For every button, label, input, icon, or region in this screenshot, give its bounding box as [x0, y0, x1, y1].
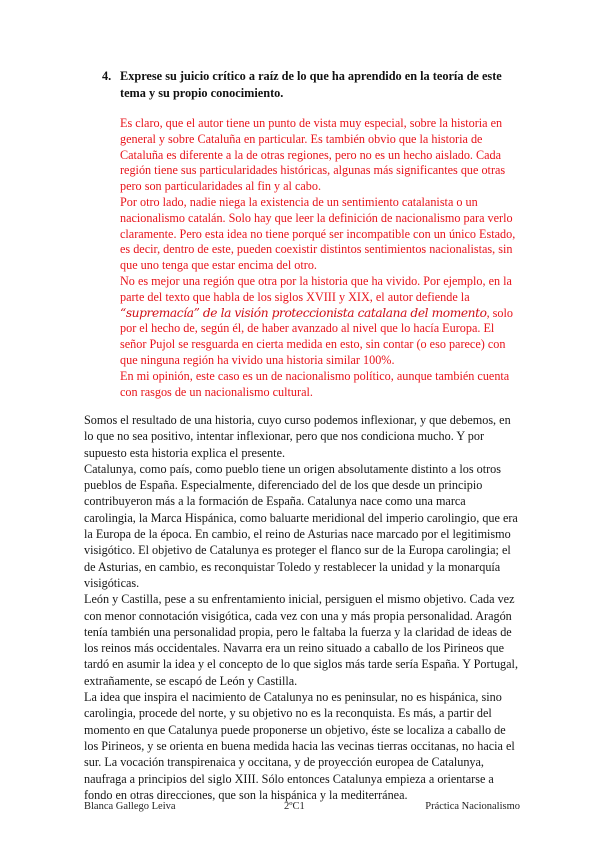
answer-paragraph-4: En mi opinión, este caso es un de nacionalismo político, aunque también cuenta con rasgos de un nacionalismo cultural. — [120, 368, 510, 399]
footer-author: Blanca Gallego Leiva — [84, 801, 176, 812]
body-paragraph-3: León y Castilla, pese a su enfrentamiento inicial, persiguen el mismo objetivo. Cada vez con menor connotación visigótica, cada vez con una y más propia personalidad. Aragón tenía también una personalidad propia, pero le faltaba la fuerza y la claridad de ideas de los reinos más occidentales. Navarra era un reino situado a caballo de los Pirineos que tardó en asumir la idea y el concepto de lo que siglos más tarde sería España. Y Portugal, extrañamente, se escapó de León y Castilla. — [84, 592, 518, 688]
body-paragraph-4: La idea que inspira el nacimiento de Catalunya no es peninsular, no es hispánica, sino carolingia, procede del norte, y su objetivo no es la reconquista. Es más, a partir del momento en que Catalunya puede proponerse un objetivo, éste se localiza a caballo de los Pirineos, y se orienta en buena medida hacia las vecinas tierras occitanas, no hacia el sur. La vocación transpirenaica y occitana, y de proyección europea de Catalunya, naufraga a principios del siglo XIII. Sólo entonces Catalunya empieza a orientarse a fondo en otras direcciones, que son la hispánica y la mediterránea. — [84, 690, 515, 802]
footer-course: 2ºC1 — [284, 801, 305, 812]
question-text: Exprese su juicio crítico a raíz de lo que ha aprendido en la teoría de este tema y su propio conocimiento. — [120, 69, 502, 100]
answer-paragraph-3 — [120, 274, 518, 369]
footer-subject: Práctica Nacionalismo — [425, 801, 520, 812]
question-heading — [102, 68, 512, 102]
answer-paragraph-3-start: No es mejor una región que otra por la historia que ha vivido. Por ejemplo, en la parte del texto que habla de los siglos XVIII y XIX, el autor defiende la — [120, 273, 512, 304]
body-paragraph-1: Somos el resultado de una historia, cuyo curso podemos inflexionar, y que debemos, en lo que no sea positivo, intentar inflexionar, pero que nos condiciona mucho. Y por supuesto esta historia explica el presente. — [84, 413, 511, 460]
answer-section — [120, 116, 518, 400]
answer-paragraph-2: Por otro lado, nadie niega la existencia de un sentimiento catalanista o un nacionalismo catalán. Solo hay que leer la definición de nacionalismo para verlo claramente. Pero esta idea no tiene porqué ser incompatible con un único Estado, es decir, dentro de este, pueden coexistir distintos sentimientos nacionalistas, sin que uno tenga que estar encima del otro. — [120, 194, 516, 273]
answer-paragraph-3-end: , solo por el hecho de, según él, de haber avanzado al nivel que lo hacía Europa. El señor Pujol se resguarda en cierta medida en esto, sin contar (o eso parece) con que ninguna región ha vivido una historia similar 100%. — [120, 305, 513, 367]
question-number: 4. — [102, 69, 112, 83]
handwritten-quote: “supremacía” de la visión proteccionista catalana del momento — [120, 305, 487, 320]
quoted-text-section — [84, 412, 518, 803]
body-paragraph-2: Catalunya, como país, como pueblo tiene un origen absolutamente distinto a los otros pueblos de España. Especialmente, diferenciado del de los que desde un principio contribuyeron más a la formación de España. Catalunya nace como una marca carolingia, la Marca Hispánica, como baluarte meridional del imperio carolingio, que era la Europa de la época. En cambio, el reino de Asturias nace marcado por el legitimismo visigótico. El objetivo de Catalunya es proteger el flanco sur de la Europa carolingia; el de Asturias, en cambio, es reconquistar Toledo y restablecer la unidad y la monarquía visigóticas. — [84, 461, 518, 590]
answer-paragraph-1: Es claro, que el autor tiene un punto de vista muy especial, sobre la historia en general y sobre Cataluña en particular. Es también obvio que la historia de Cataluña es diferente a la de otras regiones, pero no es un hecho aislado. Cada región tiene sus particularidades históricas, algunas más significantes que otras pero son particularidades al fin y al cabo. — [120, 116, 506, 194]
